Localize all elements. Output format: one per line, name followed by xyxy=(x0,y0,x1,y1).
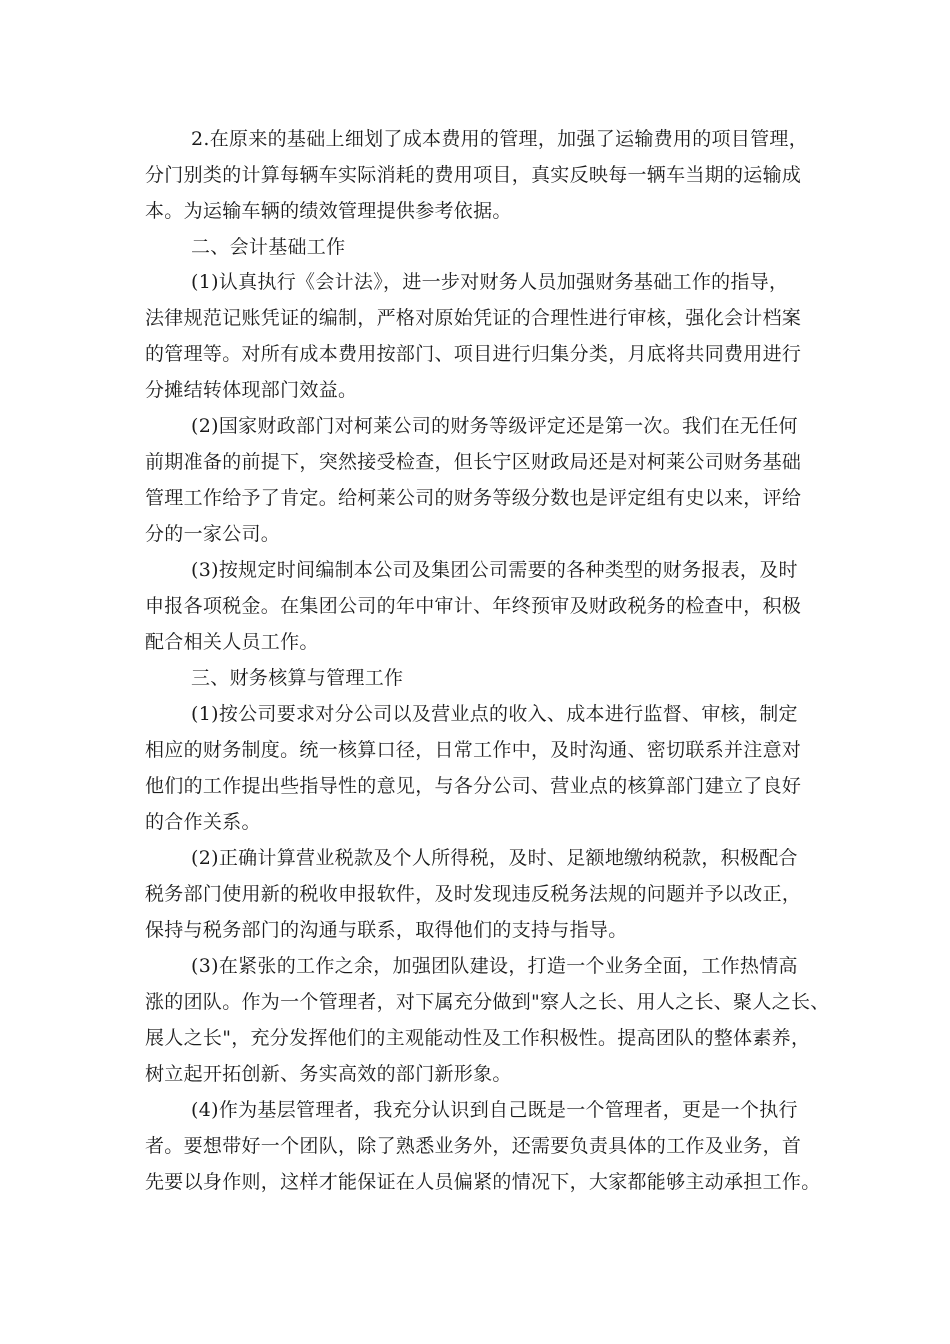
text-line: 分摊结转体现部门效益。 xyxy=(145,379,358,401)
section-heading: 二、会计基础工作 xyxy=(191,236,346,258)
text-line: (1)认真执行《会计法》，进一步对财务人员加强财务基础工作的指导， xyxy=(191,271,789,293)
text-line: (3)按规定时间编制本公司及集团公司需要的各种类型的财务报表，及时 xyxy=(191,559,798,581)
text-line: (1)按公司要求对分公司以及营业点的收入、成本进行监督、审核，制定 xyxy=(191,703,798,725)
text-line: 税务部门使用新的税收申报软件，及时发现违反税务法规的问题并予以改正， xyxy=(145,883,802,905)
text-line: 的管理等。对所有成本费用按部门、项目进行归集分类，月底将共同费用进行 xyxy=(145,343,802,365)
text-line: 保持与税务部门的沟通与联系，取得他们的支持与指导。 xyxy=(145,919,628,941)
text-line: 涨的团队。作为一个管理者，对下属充分做到"察人之长、用人之长、聚人之长、 xyxy=(145,991,830,1013)
text-line: (2)正确计算营业税款及个人所得税，及时、足额地缴纳税款，积极配合 xyxy=(191,847,798,869)
text-line: 前期准备的前提下，突然接受检查，但长宁区财政局还是对柯莱公司财务基础 xyxy=(145,451,802,473)
text-line: 分的一家公司。 xyxy=(145,523,281,545)
text-line: 法律规范记账凭证的编制，严格对原始凭证的合理性进行审核，强化会计档案 xyxy=(145,307,802,329)
text-line: (3)在紧张的工作之余，加强团队建设，打造一个业务全面，工作热情高 xyxy=(191,955,798,977)
text-line: 者。要想带好一个团队，除了熟悉业务外，还需要负责具体的工作及业务，首 xyxy=(145,1135,802,1157)
text-line: 配合相关人员工作。 xyxy=(145,631,319,653)
text-line: 管理工作给予了肯定。给柯莱公司的财务等级分数也是评定组有史以来，评给 xyxy=(145,487,802,509)
section-heading: 三、财务核算与管理工作 xyxy=(191,667,404,689)
text-line: 本。为运输车辆的绩效管理提供参考依据。 xyxy=(145,200,512,222)
text-line: 相应的财务制度。统一核算口径，日常工作中，及时沟通、密切联系并注意对 xyxy=(145,739,802,761)
text-line: 申报各项税金。在集团公司的年中审计、年终预审及财政税务的检查中，积极 xyxy=(145,595,802,617)
text-line: (4)作为基层管理者，我充分认识到自己既是一个管理者，更是一个执行 xyxy=(191,1099,798,1121)
text-line: (2)国家财政部门对柯莱公司的财务等级评定还是第一次。我们在无任何 xyxy=(191,415,798,437)
text-line: 先要以身作则，这样才能保证在人员偏紧的情况下，大家都能够主动承担工作。 xyxy=(145,1171,821,1193)
text-line: 树立起开拓创新、务实高效的部门新形象。 xyxy=(145,1063,512,1085)
text-line: 他们的工作提出些指导性的意见，与各分公司、营业点的核算部门建立了良好 xyxy=(145,775,802,797)
text-line: 的合作关系。 xyxy=(145,811,261,833)
text-line: 展人之长"，充分发挥他们的主观能动性及工作积极性。提高团队的整体素养， xyxy=(145,1027,811,1049)
text-line: 分门别类的计算每辆车实际消耗的费用项目，真实反映每一辆车当期的运输成 xyxy=(145,164,802,186)
text-line: 2.在原来的基础上细划了成本费用的管理，加强了运输费用的项目管理， xyxy=(191,128,809,150)
